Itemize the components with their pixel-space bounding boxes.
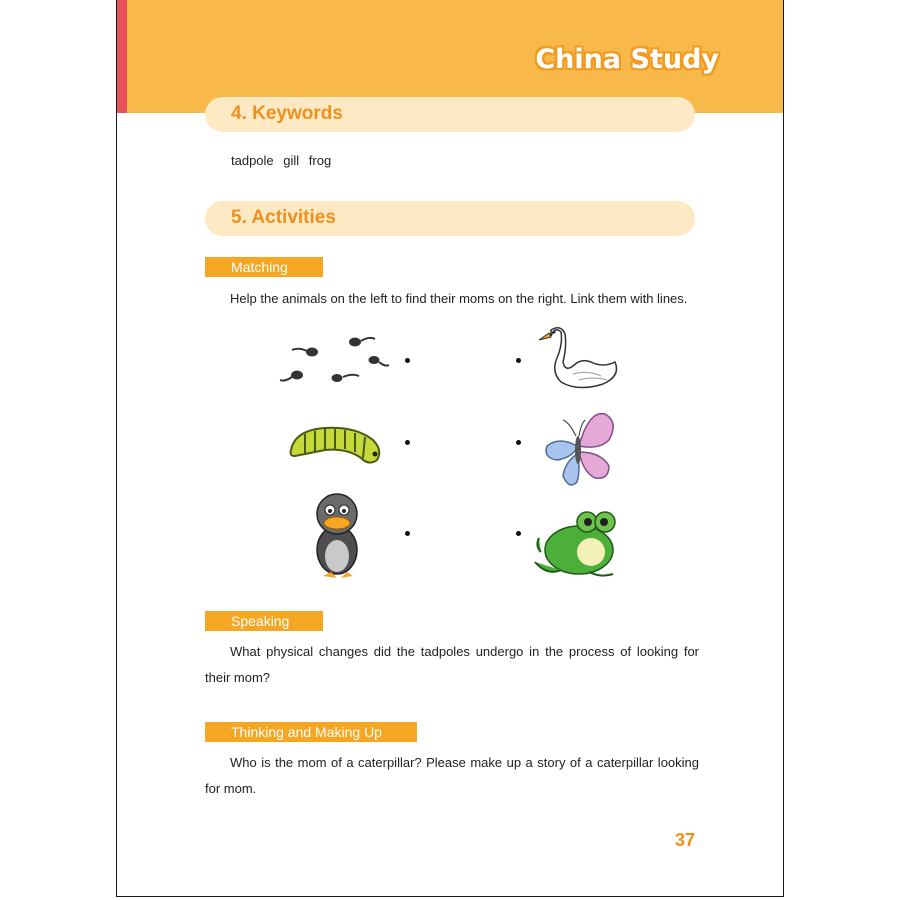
thinking-question-text: Who is the mom of a caterpillar? Please make up a story of a caterpillar looking for mom. bbox=[205, 755, 699, 796]
speaking-question-text: What physical changes did the tadpoles undergo in the process of looking for their mom? bbox=[205, 644, 699, 685]
duckling-image[interactable] bbox=[307, 488, 367, 582]
caterpillar-image[interactable] bbox=[285, 420, 387, 468]
match-dot-right-2[interactable] bbox=[516, 440, 521, 445]
frog-image[interactable] bbox=[531, 506, 623, 578]
page-number: 37 bbox=[675, 830, 696, 850]
textbook-page bbox=[116, 0, 784, 897]
tadpoles-image[interactable] bbox=[277, 330, 397, 390]
matching-tag: Matching bbox=[205, 257, 323, 277]
thinking-question bbox=[205, 750, 699, 802]
swan-image[interactable] bbox=[533, 324, 623, 396]
header-stripe bbox=[117, 0, 127, 113]
match-dot-left-2[interactable] bbox=[405, 440, 410, 445]
speaking-tag: Speaking bbox=[205, 611, 323, 631]
match-dot-left-1[interactable] bbox=[405, 358, 410, 363]
matching-instruction bbox=[205, 286, 699, 312]
section-keywords bbox=[205, 97, 695, 132]
section-activities-title: 5. Activities bbox=[231, 207, 336, 228]
butterfly-image[interactable] bbox=[539, 406, 619, 492]
match-dot-right-3[interactable] bbox=[516, 531, 521, 536]
section-activities bbox=[205, 201, 695, 236]
thinking-tag: Thinking and Making Up bbox=[205, 722, 417, 742]
match-dot-right-1[interactable] bbox=[516, 358, 521, 363]
matching-instruction-text: Help the animals on the left to find their moms on the right. Link them with lines. bbox=[230, 291, 688, 306]
section-keywords-title: 4. Keywords bbox=[231, 103, 343, 124]
match-dot-left-3[interactable] bbox=[405, 531, 410, 536]
keywords-list: tadpole gill frog bbox=[231, 153, 332, 168]
brand-title: China Study bbox=[535, 44, 719, 75]
speaking-question bbox=[205, 639, 699, 691]
